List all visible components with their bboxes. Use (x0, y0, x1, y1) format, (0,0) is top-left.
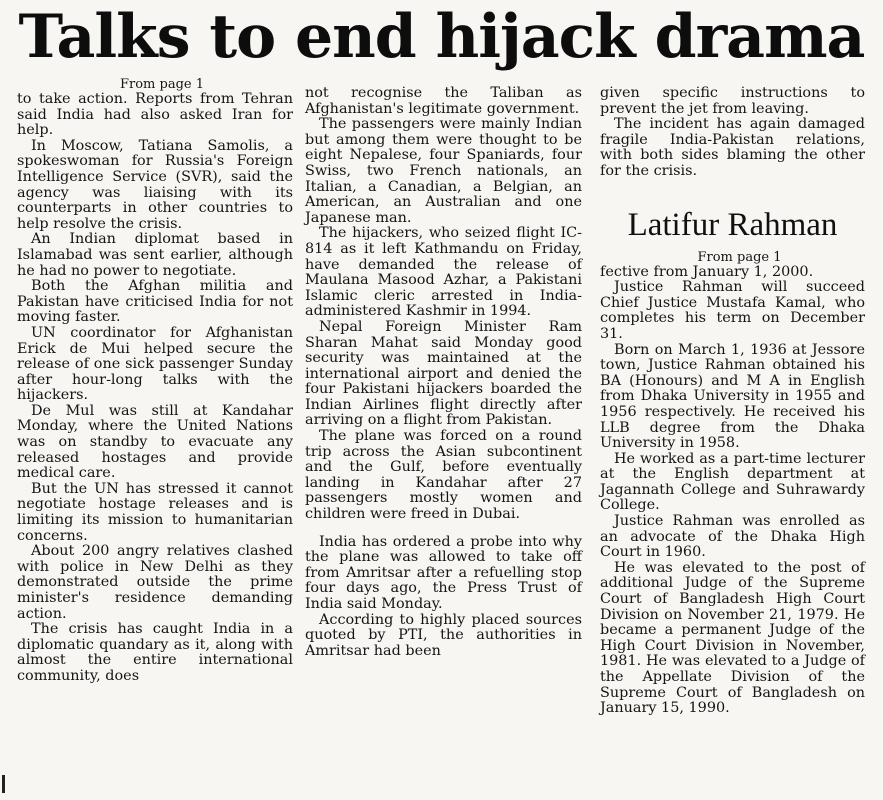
paragraph: He worked as a part-time lecturer at the English department at Jagannath College and Suhrawardy College. (600, 450, 865, 514)
paragraph: About 200 angry relatives clashed with police in New Delhi as they demonstrated outside the prime minister's residence demanding action. (17, 543, 293, 622)
paragraph: Nepal Foreign Minister Ram Sharan Mahat said Monday good security was maintained at the international airport and denied the four Pakistani hijackers boarded the Indian Airlines flight directly after arriving on a flight from Pakistan. (305, 318, 582, 429)
hijack-column-2 (305, 86, 582, 659)
paragraph: He was elevated to the post of additional Judge of the Supreme Court of Bangladesh High Court Division on November 21, 1979. He became a permanent Judge of the High Court Division in November, 1981. He was elevated to a Judge of the Appellate Division of the Supreme Court of Bangladesh on January 15, 1990. (600, 559, 865, 717)
paragraph: The crisis has caught India in a diplomatic quandary as it, along with almost the entire international community, does (17, 621, 293, 684)
column-3 (600, 86, 865, 717)
paragraph: The plane was forced on a round trip across the Asian subcontinent and the Gulf, before eventually landing in Kandahar after 27 passengers mostly women and children were freed in Dubai. (305, 428, 582, 523)
paragraph: Justice Rahman will succeed Chief Justice Mustafa Kamal, who completes his term on December 31. (600, 279, 865, 342)
paragraph: Both the Afghan militia and Pakistan have criticised India for not moving faster. (17, 278, 293, 326)
paragraph: to take action. Reports from Tehran said India had also asked Iran for help. (17, 91, 293, 139)
paragraph: The incident has again damaged fragile India-Pakistan relations, with both sides blaming the other for the crisis. (600, 116, 865, 179)
rahman-headline: Latifur Rahman (627, 206, 838, 243)
jump-line: From page 1 (119, 77, 204, 92)
paragraph: But the UN has stressed it cannot negotiate hostage releases and is limiting its mission to humanitarian concerns. (17, 480, 293, 544)
headline: Talks to end hijack drama (18, 2, 865, 72)
jump-line: From page 1 (697, 249, 782, 265)
hijack-column-1 (17, 77, 293, 685)
scan-edge-mark (2, 775, 5, 793)
paragraph: The hijackers, who seized flight IC-814 as it left Kathmandu on Friday, have demanded the release of Maulana Masood Azhar, a Pakistani Islamic cleric arrested in India-administered Kashmir in 1994. (305, 225, 582, 320)
paragraph: According to highly placed sources quoted by PTI, the authorities in Amritsar had been (305, 611, 582, 659)
paragraph: fective from January 1, 2000. (600, 263, 814, 280)
paragraph: not recognise the Taliban as Afghanistan's legitimate government. (305, 85, 582, 117)
paragraph: In Moscow, Tatiana Samolis, a spokeswoman for Russia's Foreign Intelligence Service (SVR), said the agency was liaising with its counterparts in other countries to help resolve the crisis. (17, 137, 293, 232)
paragraph: De Mul was still at Kandahar Monday, where the United Nations was on standby to evacuate any released hostages and provide medical care. (17, 402, 293, 482)
paragraph: The passengers were mainly Indian but among them were thought to be eight Nepalese, four Spaniards, four Swiss, two French nationals, an Italian, a Canadian, a Belgian, an American, an Australian and one Japanese man. (305, 116, 582, 226)
paragraph: An Indian diplomat based in Islamabad was sent earlier, although he had no power to negotiate. (17, 231, 293, 279)
paragraph: UN coordinator for Afghanistan Erick de Mui helped secure the release of one sick passenger Sunday after hour-long talks with the hijackers. (17, 324, 293, 404)
paragraph: Justice Rahman was enrolled as an advocate of the Dhaka High Court in 1960. (600, 513, 865, 561)
paragraph: Born on March 1, 1936 at Jessore town, Justice Rahman obtained his BA (Honours) and M A in English from Dhaka University in 1955 and 1956 respectively. He received his LLB degree from the Dhaka University in 1958. (600, 341, 865, 452)
paragraph: given specific instructions to prevent the jet from leaving. (600, 85, 865, 117)
paragraph: India has ordered a probe into why the plane was allowed to take off from Amritsar after a refuelling stop four days ago, the Press Trust of India said Monday. (305, 533, 582, 612)
